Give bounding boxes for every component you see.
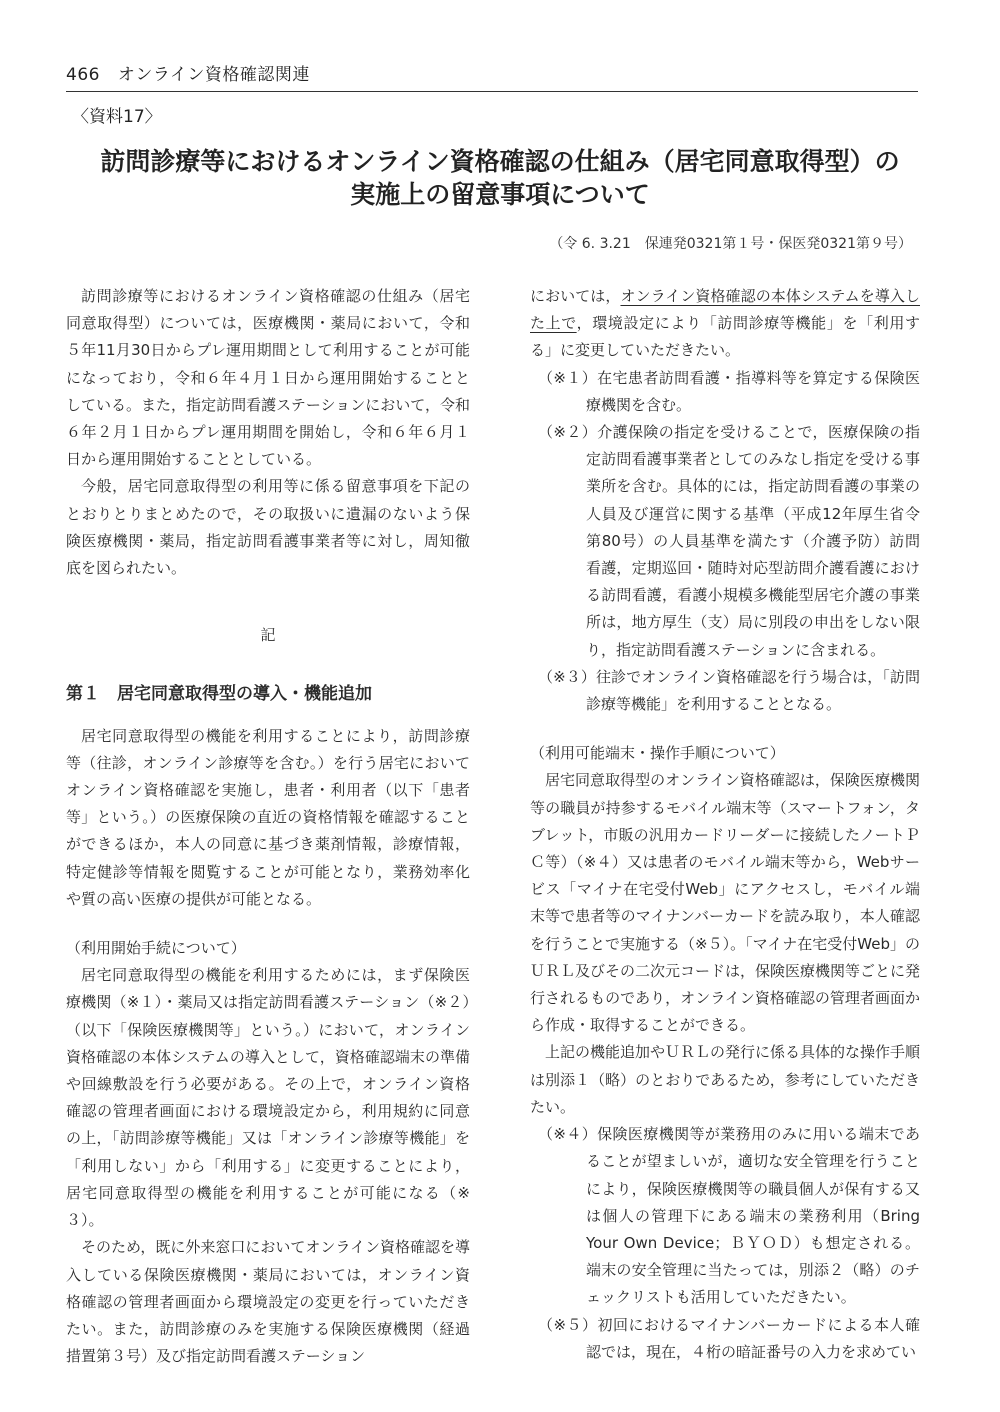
note-5: （※５）初回におけるマイナンバーカードによる本人確認では，現在，４桁の暗証番号の入力を求めてい xyxy=(538,1315,920,1361)
subheading-procedure: （利用開始手続について） xyxy=(66,939,246,958)
title-line-1: 訪問診療等におけるオンライン資格確認の仕組み（居宅同意取得型）の xyxy=(100,147,900,176)
note-2: （※２）介護保険の指定を受けることで，医療保険の指定訪問看護事業者としてのみなし指定を受ける事業所を含む。具体的には，指定訪問看護の事業の人員及び運営に関する基準（平成12年厚生省令第80号）の人員基準を満たす（介護予防）訪問看護，定期巡回・随時対応型訪問介護看護における訪問看護，看護小規模多機能型居宅介護の事業所は，地方厚生（支）局に別段の申出をしない限り，指定訪問看護ステーションに含まれる。 xyxy=(538,423,920,659)
running-header xyxy=(66,60,918,92)
page-number: 466 xyxy=(66,65,100,85)
subheading-terminals: （利用可能端末・操作手順について） xyxy=(530,744,785,763)
continuation-paragraph xyxy=(530,283,920,365)
right-column xyxy=(530,283,920,1366)
note-3: （※３）往診でオンライン資格確認を行う場合は，「訪問診療等機能」を利用することとなる。 xyxy=(538,667,920,714)
document-title xyxy=(60,145,940,211)
intro-paragraph: 訪問診療等におけるオンライン資格確認の仕組み（居宅同意取得型）については，医療機関・薬局において，令和５年11月30日からプレ運用期間として利用することが可能になっており，令和６年４月１日から運用開始することとしている。また，指定訪問看護ステーションにおいて，令和６年２月１日からプレ運用期間を開始し，令和６年６月１日から運用開始することとしている。 xyxy=(66,287,470,469)
continuation-text-b: ，環境設定により「訪問診療等機能」を「利用する」に変更していただきたい。 xyxy=(530,314,920,360)
procedure-paragraph: 居宅同意取得型の機能を利用するためには，まず保険医療機関（※１）・薬局又は指定訪問看護ステーション（※２）（以下「保険医療機関等」という。）において，オンライン資格確認の本体システムの導入として，資格確認端末の準備や回線敷設を行う必要がある。その上で，オンライン資格確認の管理者画面における環境設定から，利用規約に同意の上，「訪問診療等機能」又は「オンライン診療等機能」を「利用しない」から「利用する」に変更することにより，居宅同意取得型の機能を利用することが可能になる（※３）。 xyxy=(66,966,470,1230)
left-column xyxy=(66,283,470,1370)
purpose-paragraph: 今般，居宅同意取得型の利用等に係る留意事項を下記のとおりとりまとめたので，その取扱いに遺漏のないよう保険医療機関・薬局，指定訪問看護事業者等に対し，周知徹底を図られたい。 xyxy=(66,477,470,578)
notice-reference: （令 6. 3.21 保連発0321第１号・保医発0321第９号） xyxy=(549,236,912,252)
section-heading-1: 第１ 居宅同意取得型の導入・機能追加 xyxy=(66,684,372,705)
ki-marker: 記 xyxy=(260,626,276,645)
running-section-title: オンライン資格確認関連 xyxy=(117,65,310,85)
underlined-text: オンライン資格確認の本体システムを導入した上で xyxy=(530,287,920,333)
title-line-2: 実施上の留意事項について xyxy=(350,180,650,209)
note-4: （※４）保険医療機関等が業務用のみに用いる端末であることが望ましいが，適切な安全管理を行うことにより，保険医療機関等の職員個人が保有する又は個人の管理下にある端末の業務利用（Bring Your Own Device；ＢＹＯＤ）も想定される。端末の安全管理に当たっては，別添２（略）のチェックリストも活用していただきたい。 xyxy=(538,1125,920,1307)
procedure-reference-paragraph: 上記の機能追加やＵＲＬの発行に係る具体的な操作手順は別添１（略）のとおりであるため，参考にしていただきたい。 xyxy=(530,1043,921,1116)
continuation-text-a: においては， xyxy=(530,287,621,305)
terminals-paragraph: 居宅同意取得型のオンライン資格確認は，保険医療機関等の職員が持参するモバイル端末等（スマートフォン，タブレット，市販の汎用カードリーダーに接続したノートＰＣ等）（※４）又は患者のモバイル端末等から，Webサービス「マイナ在宅受付Web」にアクセスし，モバイル端末等で患者等のマイナンバーカードを読み取り，本人確認を行うことで実施する（※５）。「マイナ在宅受付Web」のＵＲＬ及びその二次元コードは，保険医療機関等ごとに発行されるものであり，オンライン資格確認の管理者画面から作成・取得することができる。 xyxy=(530,771,921,1035)
note-1: （※１）在宅患者訪問看護・指導料等を算定する保険医療機関を含む。 xyxy=(538,368,920,414)
document-label: 〈資料17〉 xyxy=(72,107,162,127)
section1-paragraph: 居宅同意取得型の機能を利用することにより，訪問診療等（往診，オンライン診療等を含む。）を行う居宅においてオンライン資格確認を実施し，患者・利用者（以下「患者等」という。）の医療保険の直近の資格情報を確認することができるほか，本人の同意に基づき薬剤情報，診療情報，特定健診等情報を閲覧することが可能となり，業務効率化や質の高い医療の提供が可能となる。 xyxy=(66,726,470,908)
existing-facilities-paragraph: そのため，既に外来窓口においてオンライン資格確認を導入している保険医療機関・薬局においては，オンライン資格確認の管理者画面から環境設定の変更を行っていただきたい。また，訪問診療のみを実施する保険医療機関（経過措置第３号）及び指定訪問看護ステーション xyxy=(66,1238,470,1366)
